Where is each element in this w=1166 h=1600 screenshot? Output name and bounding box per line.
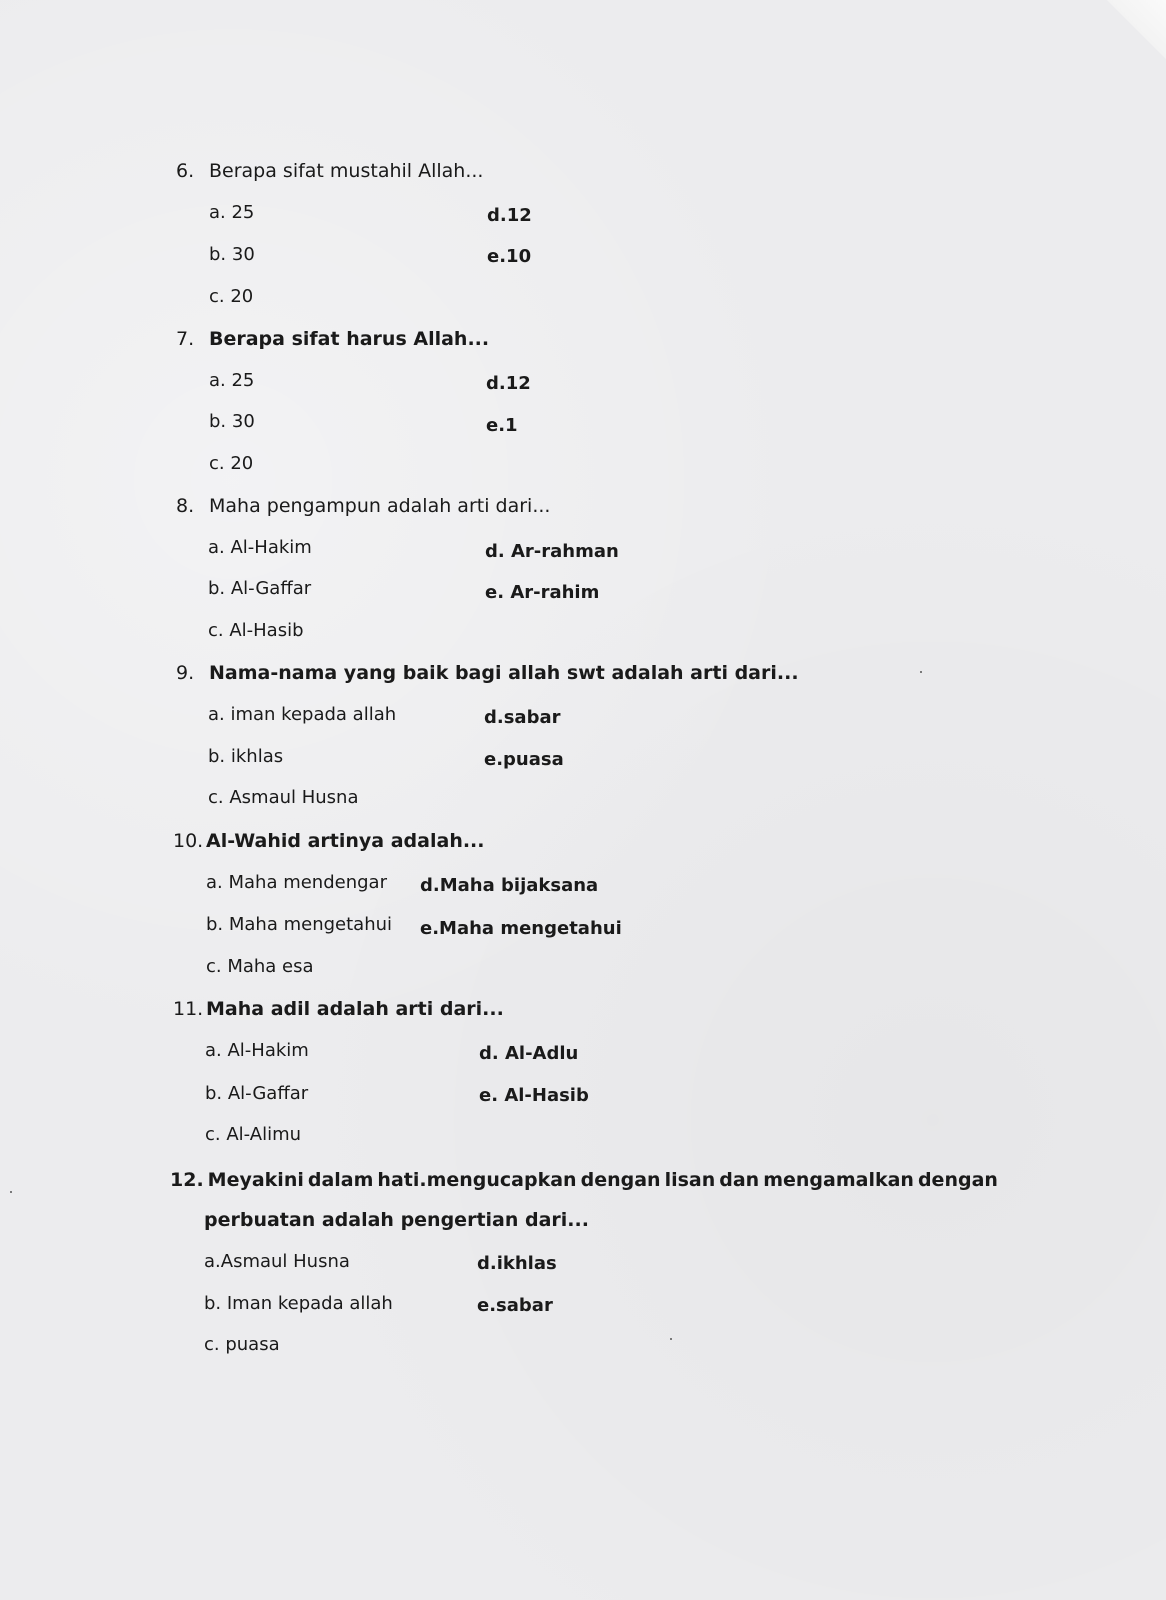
question-word: dan bbox=[719, 1169, 760, 1191]
question-12-line-2: perbuatan adalah pengertian dari... bbox=[204, 1209, 589, 1231]
question-word: lisan bbox=[664, 1169, 716, 1191]
question-6 bbox=[176, 159, 483, 183]
question-word: mengamalkan bbox=[763, 1169, 914, 1191]
option-a: a. Maha mendengar bbox=[206, 872, 387, 893]
option-e: e.10 bbox=[487, 246, 532, 267]
question-number: 11. bbox=[173, 998, 204, 1020]
option-d: d. Ar-rahman bbox=[485, 541, 619, 562]
option-e: e.Maha mengetahui bbox=[420, 918, 622, 939]
question-number: 12. bbox=[170, 1169, 204, 1191]
question-word: dalam bbox=[307, 1169, 374, 1191]
question-9 bbox=[176, 661, 799, 685]
option-d: d.sabar bbox=[484, 707, 561, 728]
question-7 bbox=[176, 327, 489, 351]
option-a: a.Asmaul Husna bbox=[204, 1251, 350, 1272]
option-b: b. Al-Gaffar bbox=[208, 578, 312, 599]
option-a: a. Al-Hakim bbox=[208, 537, 312, 558]
option-b: b. Maha mengetahui bbox=[206, 914, 393, 935]
question-12-line-1 bbox=[170, 1168, 998, 1192]
option-c: c. Asmaul Husna bbox=[208, 787, 359, 808]
question-number: 10. bbox=[173, 830, 204, 852]
question-text: Nama-nama yang baik bagi allah swt adalah arti dari... bbox=[209, 662, 799, 684]
option-b: b. 30 bbox=[209, 411, 255, 432]
option-c: c. Al-Hasib bbox=[208, 620, 304, 641]
option-c: c. puasa bbox=[204, 1334, 280, 1355]
question-text: Maha pengampun adalah arti dari... bbox=[209, 495, 551, 517]
option-d: d. Al-Adlu bbox=[479, 1043, 579, 1064]
option-e: e.sabar bbox=[477, 1295, 553, 1316]
option-e: e. Ar-rahim bbox=[485, 582, 600, 603]
option-a: a. iman kepada allah bbox=[208, 704, 397, 725]
question-word: dengan bbox=[917, 1169, 998, 1191]
option-a: a. 25 bbox=[209, 202, 255, 223]
question-word: dengan bbox=[580, 1169, 661, 1191]
option-c: c. Maha esa bbox=[206, 956, 314, 977]
question-number: 7. bbox=[176, 328, 195, 350]
question-word: hati.mengucapkan bbox=[377, 1169, 577, 1191]
option-d: d.12 bbox=[486, 373, 531, 394]
option-d: d.ikhlas bbox=[477, 1253, 557, 1274]
option-e: e.1 bbox=[486, 415, 518, 436]
option-c: c. 20 bbox=[209, 286, 254, 307]
option-e: e. Al-Hasib bbox=[479, 1085, 589, 1106]
option-a: a. Al-Hakim bbox=[205, 1040, 309, 1061]
option-b: b. ikhlas bbox=[208, 746, 284, 767]
question-8 bbox=[176, 494, 550, 518]
option-b: b. 30 bbox=[209, 244, 255, 265]
question-11 bbox=[173, 997, 504, 1021]
option-e: e.puasa bbox=[484, 749, 564, 770]
option-a: a. 25 bbox=[209, 370, 255, 391]
question-number: 6. bbox=[176, 160, 195, 182]
question-text: Al-Wahid artinya adalah... bbox=[206, 830, 485, 852]
option-d: d.Maha bijaksana bbox=[420, 875, 599, 896]
option-b: b. Iman kepada allah bbox=[204, 1293, 393, 1314]
option-b: b. Al-Gaffar bbox=[205, 1083, 309, 1104]
option-c: c. 20 bbox=[209, 453, 254, 474]
question-text: Berapa sifat mustahil Allah... bbox=[209, 160, 484, 182]
question-text: Berapa sifat harus Allah... bbox=[209, 328, 490, 350]
question-number: 8. bbox=[176, 495, 195, 517]
question-10 bbox=[173, 829, 485, 853]
option-c: c. Al-Alimu bbox=[205, 1124, 302, 1145]
question-word: Meyakini bbox=[207, 1169, 304, 1191]
question-number: 9. bbox=[176, 662, 195, 684]
option-d: d.12 bbox=[487, 205, 532, 226]
question-text: Maha adil adalah arti dari... bbox=[206, 998, 504, 1020]
